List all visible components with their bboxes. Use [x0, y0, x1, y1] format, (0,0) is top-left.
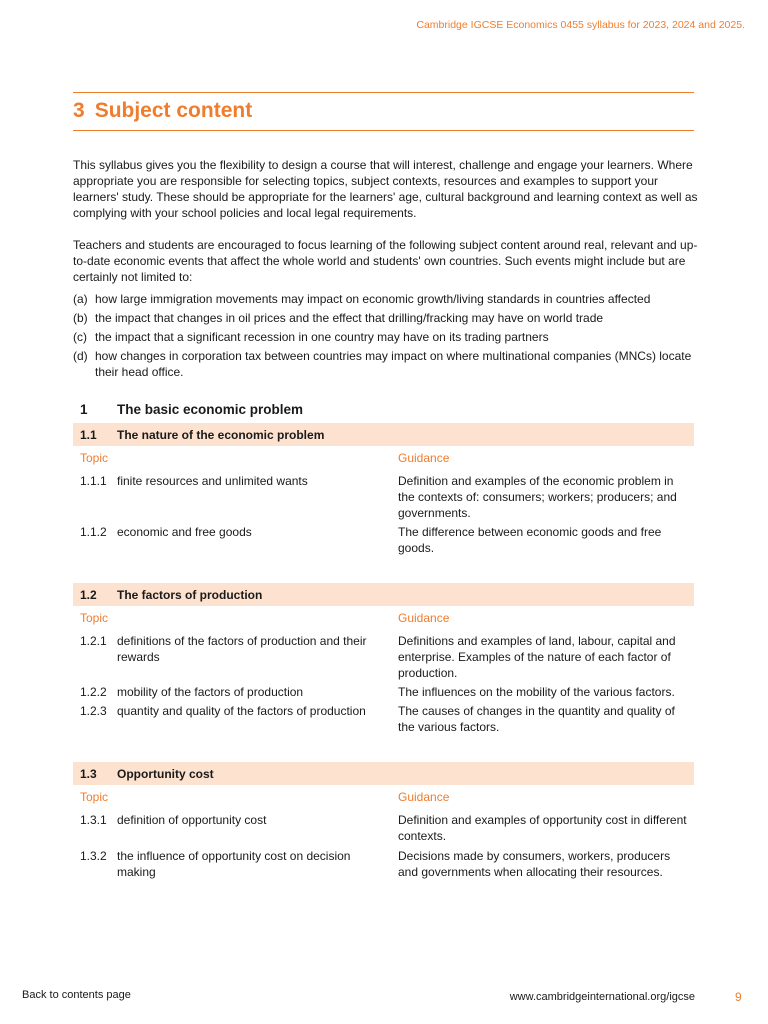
row-guidance: Decisions made by consumers, workers, producers and governments when allocating their resources.	[398, 849, 671, 879]
list-item-text: how changes in corporation tax between countries may impact on where multinational companies (MNCs) locate their head office.	[95, 349, 692, 379]
subsection-header-1-1	[73, 423, 694, 446]
section-title-text: Subject content	[94, 99, 253, 122]
list-item-label: (d)	[73, 349, 88, 363]
row-guidance: Definitions and examples of land, labour, capital and enterprise. Examples of the nature of each factor of production.	[398, 634, 676, 680]
row-guidance: Definition and examples of the economic problem in the contexts of: consumers; workers; producers; and governments.	[398, 474, 677, 520]
list-item-label: (c)	[73, 330, 87, 344]
list-item	[73, 291, 698, 307]
page-number: 9	[735, 990, 742, 1004]
topic-number: 1	[80, 402, 88, 417]
row-topic: mobility of the factors of production	[117, 685, 304, 699]
row-number: 1.2.2	[80, 685, 107, 699]
topic-column-header: Topic	[80, 611, 109, 625]
running-header: Cambridge IGCSE Economics 0455 syllabus for 2023, 2024 and 2025.	[416, 19, 745, 31]
row-number: 1.3.2	[80, 849, 107, 863]
topic-column-header: Topic	[80, 451, 109, 465]
row-topic: economic and free goods	[117, 525, 252, 539]
title-bottom-rule	[73, 130, 694, 131]
list-item-label: (b)	[73, 311, 88, 325]
list-item-text: the impact that changes in oil prices and the effect that drilling/fracking may have on world trade	[95, 311, 604, 325]
subsection-number: 1.3	[80, 767, 97, 781]
subsection-header-1-2	[73, 583, 694, 606]
intro-paragraph-2: Teachers and students are encouraged to focus learning of the following subject content around real, relevant and up-to-date economic events that affect the whole world and students' own countries. Such events might include but are certainly not limited to:	[73, 238, 698, 284]
subsection-title: Opportunity cost	[117, 767, 214, 781]
subsection-title: The nature of the economic problem	[117, 428, 325, 442]
row-number: 1.1.2	[80, 525, 107, 539]
subsection-number: 1.2	[80, 588, 97, 602]
row-topic: finite resources and unlimited wants	[117, 474, 308, 488]
guidance-column-header: Guidance	[398, 451, 450, 465]
row-guidance: The difference between economic goods and free goods.	[398, 525, 662, 555]
row-number: 1.1.1	[80, 474, 107, 488]
row-topic: the influence of opportunity cost on decision making	[117, 849, 351, 879]
title-top-rule	[73, 92, 694, 93]
guidance-column-header: Guidance	[398, 611, 450, 625]
guidance-column-header: Guidance	[398, 790, 450, 804]
list-item-text: how large immigration movements may impact on economic growth/living standards in countries affected	[95, 292, 651, 306]
subsection-number: 1.1	[80, 428, 97, 442]
row-number: 1.2.1	[80, 634, 107, 648]
section-number: 3	[73, 99, 85, 122]
back-to-contents-link[interactable]: Back to contents page	[22, 989, 131, 1001]
list-item	[73, 348, 698, 380]
website-link[interactable]: www.cambridgeinternational.org/igcse	[509, 991, 695, 1003]
subsection-header-1-3	[73, 762, 694, 785]
list-item-text: the impact that a significant recession in one country may have on its trading partners	[95, 330, 549, 344]
topic-column-header: Topic	[80, 790, 109, 804]
topic-heading	[80, 402, 304, 417]
row-number: 1.2.3	[80, 704, 107, 718]
list-item	[73, 329, 698, 345]
topic-title: The basic economic problem	[117, 402, 304, 417]
list-item-label: (a)	[73, 292, 88, 306]
subsection-title: The factors of production	[117, 588, 263, 602]
row-topic: quantity and quality of the factors of production	[117, 704, 366, 718]
row-number: 1.3.1	[80, 813, 107, 827]
list-item	[73, 310, 698, 326]
row-topic: definitions of the factors of production and their rewards	[117, 634, 367, 664]
intro-paragraph-1: This syllabus gives you the flexibility to design a course that will interest, challenge and engage your learners. Where appropriate you are responsible for selecting topics, subject contexts, resources and examples to support your learners' study. These should be appropriate for the learners' age, cultural background and learning context as well as complying with your school policies and local legal requirements.	[73, 158, 698, 220]
row-guidance: The causes of changes in the quantity and quality of the various factors.	[398, 704, 675, 734]
row-guidance: The influences on the mobility of the various factors.	[398, 685, 675, 699]
row-guidance: Definition and examples of opportunity cost in different contexts.	[398, 813, 687, 843]
page-title	[73, 99, 252, 123]
row-topic: definition of opportunity cost	[117, 813, 267, 827]
